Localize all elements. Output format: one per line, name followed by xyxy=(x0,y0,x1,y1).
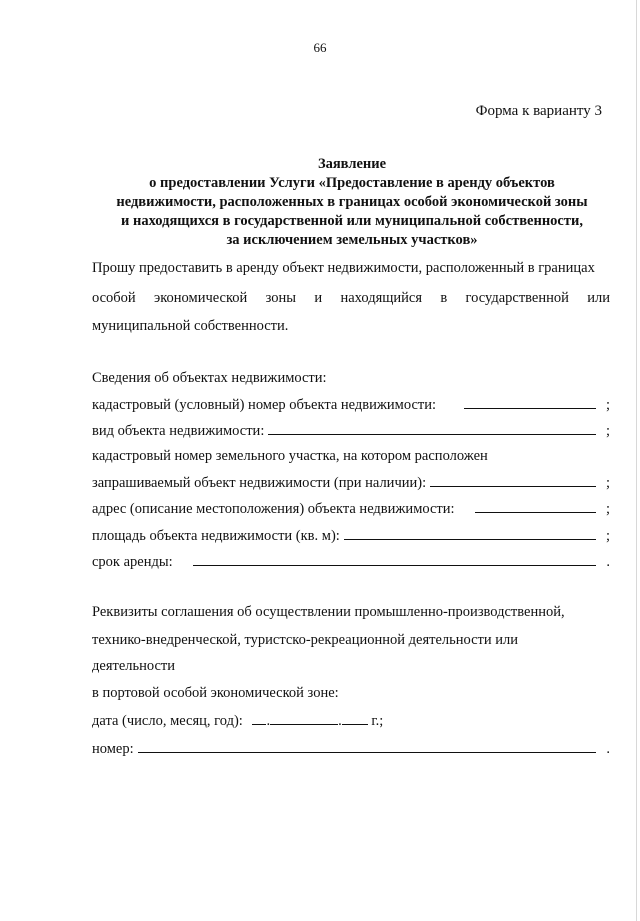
date-suffix: г.; xyxy=(371,713,384,729)
request-word: экономической xyxy=(154,290,248,306)
land-plot-number-field xyxy=(92,474,610,492)
title-line: за исключением земельных участков» xyxy=(226,232,478,248)
request-word: зоны xyxy=(265,290,297,306)
property-heading: Сведения об объектах недвижимости: xyxy=(92,370,327,386)
address-label: адрес (описание местоположения) объекта недвижимости: xyxy=(92,501,455,517)
number-label: номер: xyxy=(92,741,134,757)
page-number: 66 xyxy=(313,40,327,55)
property-type-field xyxy=(92,422,610,440)
title-line: недвижимости, расположенных в границах особой экономической зоны xyxy=(116,194,588,210)
line-terminator: ; xyxy=(605,501,610,517)
agreement-number-input[interactable] xyxy=(138,740,596,753)
line-terminator: ; xyxy=(605,475,610,491)
document-title xyxy=(92,155,612,250)
request-word: находящийся xyxy=(340,290,423,306)
request-word: особой xyxy=(92,290,136,306)
agreement-line-1: Реквизиты соглашения об осуществлении промышленно-производственной, xyxy=(92,604,565,620)
cadastral-number-input[interactable] xyxy=(464,396,596,409)
agreement-date-field xyxy=(92,712,610,730)
form-reference: Форма к варианту 3 xyxy=(475,103,602,119)
requested-object-label: запрашиваемый объект недвижимости (при наличии): xyxy=(92,475,427,491)
line-terminator: ; xyxy=(605,423,610,439)
lease-term-label: срок аренды: xyxy=(92,554,173,570)
page-edge xyxy=(636,0,637,921)
cadastral-number-field xyxy=(92,396,610,414)
title-line: о предоставлении Услуги «Предоставление в аренду объектов xyxy=(149,175,555,191)
request-line-3: муниципальной собственности. xyxy=(92,318,289,334)
request-line-1: Прошу предоставить в аренду объект недвижимости, расположенный в границах xyxy=(92,260,595,276)
area-input[interactable] xyxy=(344,527,596,540)
agreement-line-3: деятельности xyxy=(92,658,176,674)
address-field xyxy=(92,500,610,518)
date-label: дата (число, месяц, год): xyxy=(92,713,243,729)
cadastral-number-label: кадастровый (условный) номер объекта недвижимости: xyxy=(92,397,437,413)
address-input[interactable] xyxy=(475,500,596,513)
title-line: Заявление xyxy=(317,156,387,172)
date-day-input[interactable] xyxy=(252,712,266,725)
request-word: или xyxy=(587,290,610,306)
land-plot-number-input[interactable] xyxy=(430,474,596,487)
date-separator: . xyxy=(338,713,342,729)
area-field xyxy=(92,527,610,545)
property-type-input[interactable] xyxy=(268,422,596,435)
date-separator: . xyxy=(266,713,271,729)
property-type-label: вид объекта недвижимости: xyxy=(92,423,265,439)
line-terminator: . xyxy=(606,741,610,757)
request-line-2 xyxy=(92,290,610,307)
line-terminator: ; xyxy=(605,397,610,413)
line-terminator: ; xyxy=(605,528,610,544)
agreement-line-4: в портовой особой экономической зоне: xyxy=(92,685,339,701)
title-line: и находящихся в государственной или муниципальной собственности, xyxy=(121,213,583,229)
agreement-line-2: технико-внедренческой, туристско-рекреационной деятельности или xyxy=(92,632,519,648)
request-word: государственной xyxy=(465,290,569,306)
area-label: площадь объекта недвижимости (кв. м): xyxy=(92,528,340,544)
request-word: в xyxy=(440,290,448,306)
lease-term-input[interactable] xyxy=(193,553,596,566)
date-year-input[interactable] xyxy=(342,712,368,725)
agreement-number-field xyxy=(92,740,610,758)
lease-term-field xyxy=(92,553,610,571)
request-word: и xyxy=(314,290,323,306)
line-terminator: . xyxy=(606,554,610,570)
date-month-input[interactable] xyxy=(270,712,338,725)
land-plot-line: кадастровый номер земельного участка, на котором расположен xyxy=(92,448,488,464)
